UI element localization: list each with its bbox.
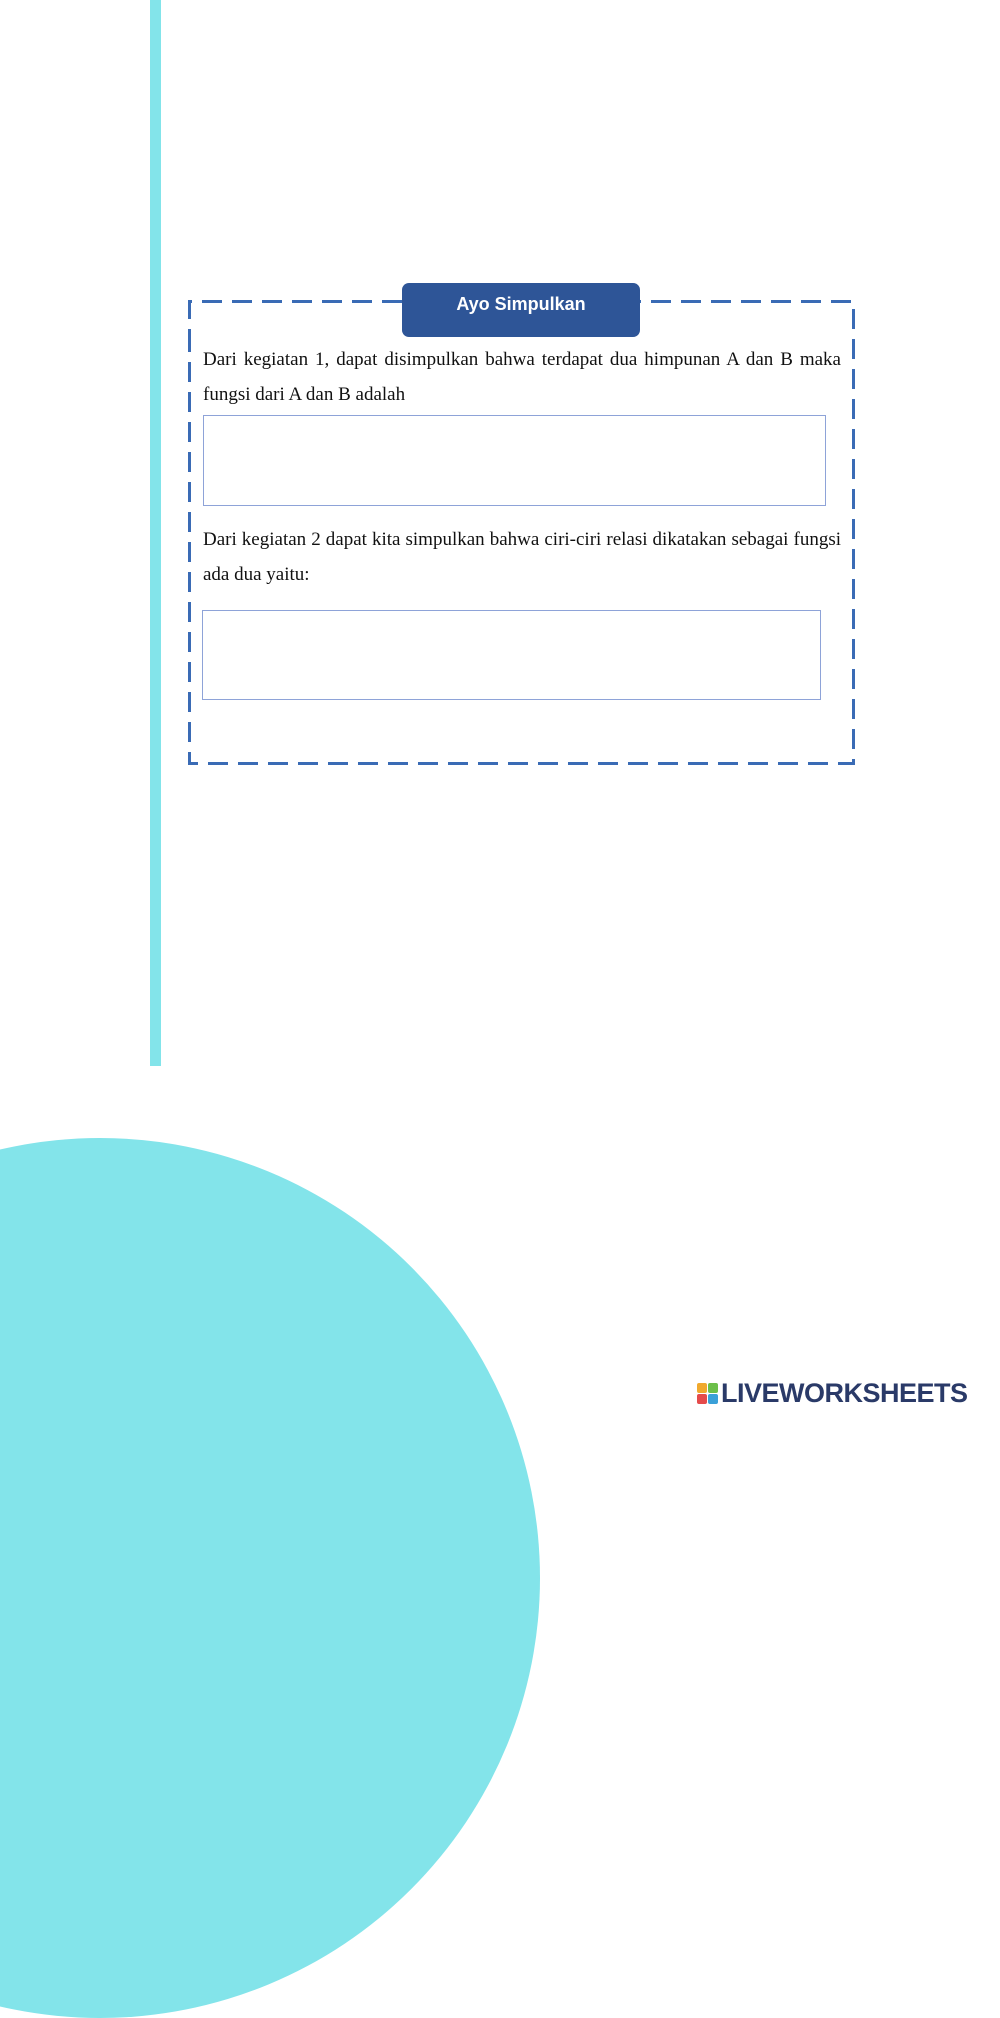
section-title: Ayo Simpulkan: [402, 283, 640, 337]
logo-tile: [697, 1394, 707, 1404]
logo-tile: [708, 1394, 718, 1404]
logo-tile: [697, 1383, 707, 1393]
corner-decoration: [0, 1138, 540, 2018]
brand-name: LIVEWORKSHEETS: [721, 1377, 968, 1408]
brand-footer: [697, 1376, 968, 1410]
question-2-text: Dari kegiatan 2 dapat kita simpulkan bahwa ciri-ciri relasi dikatakan sebagai fungsi ada dua yaitu:: [203, 529, 841, 585]
answer-box-2[interactable]: [202, 610, 821, 700]
left-accent-bar: [150, 0, 161, 1066]
logo-tile: [708, 1383, 718, 1393]
question-1-text: Dari kegiatan 1, dapat disimpulkan bahwa terdapat dua himpunan A dan B maka fungsi dari A dan B adalah: [203, 349, 841, 405]
liveworksheets-logo-icon: [697, 1383, 718, 1404]
answer-box-1[interactable]: [203, 415, 826, 506]
